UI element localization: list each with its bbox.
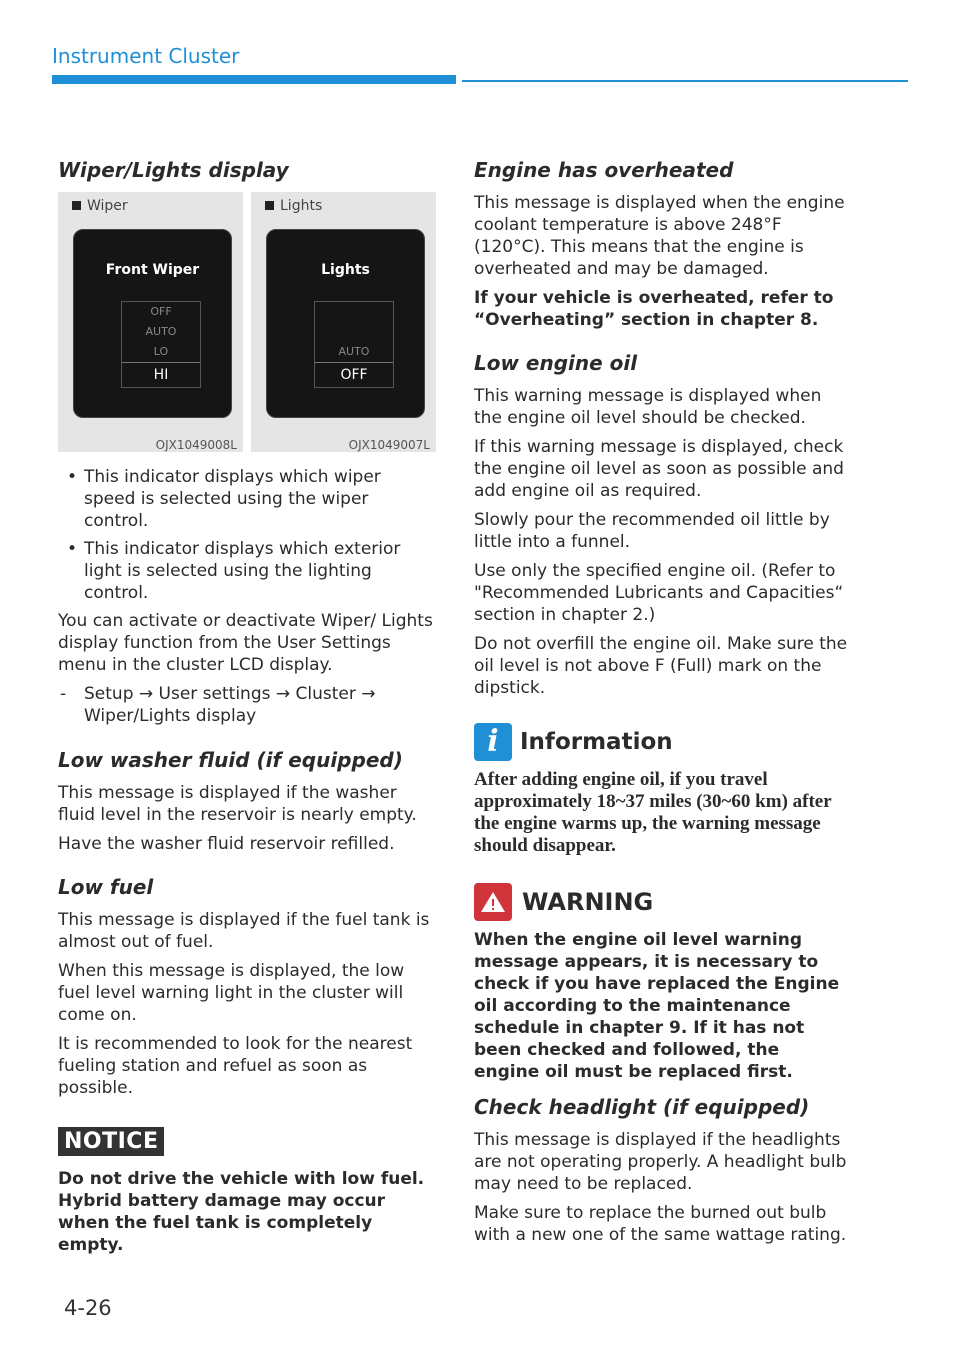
heading-check-headlight: Check headlight (if equipped)	[474, 1095, 810, 1119]
paragraph: This message is displayed if the fuel tank is almost out of fuel.	[58, 910, 430, 952]
figure-wiper	[58, 192, 243, 452]
warning-header	[474, 883, 850, 921]
menu-path-text: Setup → User settings → Cluster → Wiper/Lights display	[84, 684, 376, 726]
option-item	[315, 302, 393, 322]
option-item: AUTO	[145, 325, 177, 338]
cluster-screen	[266, 229, 425, 418]
paragraph: This message is displayed if the headlights are not operating properly. A headlight bulb may need to be replaced.	[474, 1130, 847, 1194]
figure-code: OJX1049007L	[348, 438, 430, 452]
section-title: Instrument Cluster	[52, 44, 240, 68]
cluster-screen	[73, 229, 232, 418]
dash-marker: -	[60, 684, 67, 704]
option-selected: OFF	[315, 362, 393, 387]
paragraph: Make sure to replace the burned out bulb with a new one of the same wattage rating.	[474, 1203, 847, 1245]
option-item: OFF	[150, 305, 172, 318]
figure-lights	[251, 192, 436, 452]
option-item: LO	[153, 345, 169, 358]
paragraph: This message is displayed if the washer fluid level in the reservoir is nearly empty.	[58, 783, 417, 825]
heading-low-fuel: Low fuel	[58, 875, 154, 899]
paragraph: Do not overfill the engine oil. Make sure the oil level is not above F (Full) mark on the dipstick.	[474, 634, 848, 698]
menu-path	[58, 683, 436, 727]
left-column	[58, 158, 436, 1256]
warning-title: WARNING	[522, 888, 654, 916]
info-icon: i	[474, 723, 512, 761]
figure-tag	[265, 198, 322, 214]
heading-low-oil: Low engine oil	[474, 351, 638, 375]
heading-overheated: Engine has overheated	[474, 158, 734, 182]
paragraph: If this warning message is displayed, check the engine oil level as soon as possible and add engine oil as required.	[474, 437, 844, 501]
figure-tag	[72, 198, 128, 214]
option-list	[314, 301, 394, 388]
notice-label: NOTICE	[58, 1127, 164, 1156]
paragraph: You can activate or deactivate Wiper/ Lights display function from the User Settings menu in the cluster LCD display.	[58, 611, 433, 675]
screen-title: Lights	[321, 262, 370, 278]
paragraph: Slowly pour the recommended oil little by little into a funnel.	[474, 510, 830, 552]
warning-text: When the engine oil level warning message appears, it is necessary to check if you have replaced the Engine oil according to the maintenance schedule in chapter 9. If it has not been checked and followed, the engine oil must be replaced first.	[474, 930, 840, 1082]
heading-wiper-lights: Wiper/Lights display	[58, 158, 289, 182]
heading-low-washer: Low washer fluid (if equipped)	[58, 748, 403, 772]
bullet-item: • This indicator displays which wiper speed is selected using the wiper control.	[58, 466, 436, 532]
page-number: 4-26	[64, 1296, 112, 1320]
notice-text: Do not drive the vehicle with low fuel. Hybrid battery damage may occur when the fuel tank is completely empty.	[58, 1169, 425, 1255]
paragraph: It is recommended to look for the nearest fueling station and refuel as soon as possible.	[58, 1034, 413, 1098]
warning-triangle-icon	[474, 883, 512, 921]
option-item	[315, 322, 393, 342]
screen-title: Front Wiper	[105, 262, 200, 278]
info-text: After adding engine oil, if you travel approximately 18~37 miles (30~60 km) after the engine warms up, the warning message should disappear.	[474, 769, 832, 856]
square-bullet-icon	[72, 201, 81, 210]
option-selected: HI	[122, 362, 200, 387]
paragraph: Use only the specified engine oil. (Refer to "Recommended Lubricants and Capacities“ section in chapter 2.)	[474, 561, 844, 625]
paragraph-bold: If your vehicle is overheated, refer to “Overheating” section in chapter 8.	[474, 288, 834, 330]
figure-tag-label: Lights	[280, 198, 323, 214]
option-item: AUTO	[338, 345, 370, 358]
header-rule	[462, 80, 908, 82]
figure-code: OJX1049008L	[155, 438, 237, 452]
info-title: Information	[520, 729, 673, 755]
paragraph: Have the washer fluid reservoir refilled.	[58, 834, 395, 854]
bullet-list	[58, 466, 436, 604]
figure-row	[58, 192, 436, 452]
info-header	[474, 723, 850, 761]
paragraph: When this message is displayed, the low fuel level warning light in the cluster will come on.	[58, 961, 405, 1025]
figure-tag-label: Wiper	[87, 198, 128, 214]
option-list	[121, 301, 201, 388]
paragraph: This message is displayed when the engine coolant temperature is above 248°F (120°C). This means that the engine is overheated and may be damaged.	[474, 193, 845, 279]
right-column	[474, 158, 850, 1253]
paragraph: This warning message is displayed when the engine oil level should be checked.	[474, 386, 822, 428]
bullet-item: • This indicator displays which exterior light is selected using the lighting control.	[58, 538, 436, 604]
header-accent-bar	[52, 75, 456, 84]
square-bullet-icon	[265, 201, 274, 210]
